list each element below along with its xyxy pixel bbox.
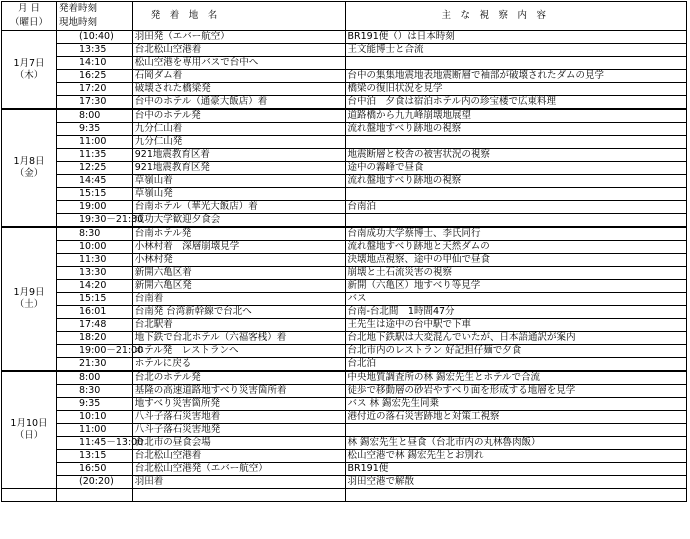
time-cell: 14:20 <box>57 280 133 293</box>
time-cell: 13:30 <box>57 267 133 280</box>
table-row <box>2 358 687 372</box>
note-cell: バス <box>345 293 687 306</box>
note-cell: 台北泊 <box>345 358 687 372</box>
table-row <box>2 136 687 149</box>
place-cell: 八斗子落石災害地着 <box>132 411 345 424</box>
header-row <box>2 2 687 17</box>
day-weekday: （木） <box>14 69 44 81</box>
table-row <box>2 476 687 489</box>
time-cell: 11:30 <box>57 254 133 267</box>
table-row <box>2 83 687 96</box>
place-cell: 台南着 <box>132 293 345 306</box>
note-cell: 港付近の落石災害跡地と対策工視察 <box>345 411 687 424</box>
note-cell <box>345 57 687 70</box>
header-place: 発 着 地 名 <box>132 2 345 31</box>
day-date: 1月7日 <box>13 57 45 69</box>
note-cell: 中央地質調査所の林 錫宏先生とホテルで合流 <box>345 371 687 385</box>
table-row <box>2 450 687 463</box>
place-cell: ホテル発 レストランへ <box>132 345 345 358</box>
time-cell: (20:20) <box>57 476 133 489</box>
place-cell: 成功大学歓迎夕食会 <box>132 214 345 228</box>
note-cell: 林 錫宏先生と昼食（台北市内の丸林魯肉飯） <box>345 437 687 450</box>
place-cell: 台中のホテル（通豪大飯店）着 <box>132 96 345 110</box>
day-cell <box>2 109 57 227</box>
time-cell: 17:20 <box>57 83 133 96</box>
note-cell: 台南-台北間 1時間47分 <box>345 306 687 319</box>
table-row <box>2 241 687 254</box>
time-cell: 16:01 <box>57 306 133 319</box>
place-cell: 地すべり災害箇所発 <box>132 398 345 411</box>
note-cell: 流れ盤地すべり跡地の視察 <box>345 123 687 136</box>
place-cell: 八斗子落石災害地発 <box>132 424 345 437</box>
table-row <box>2 123 687 136</box>
day-date: 1月8日 <box>13 156 45 167</box>
table-row <box>2 319 687 332</box>
place-cell: 921地震教育区発 <box>132 162 345 175</box>
itinerary-table <box>1 1 687 502</box>
place-cell: 新開六亀区発 <box>132 280 345 293</box>
time-cell: 17:30 <box>57 96 133 110</box>
day-cell <box>2 31 57 110</box>
note-cell: 台南成功大学蔡博士、李氏同行 <box>345 227 687 241</box>
time-cell: 16:50 <box>57 463 133 476</box>
place-cell: 小林村着 深層崩壊見学 <box>132 241 345 254</box>
header-localtime: 現地時刻 <box>57 16 133 31</box>
note-cell: BR191便（）は日本時刻 <box>345 31 687 44</box>
blank-cell <box>345 489 687 502</box>
note-cell: 台中泊 夕食は宿泊ホテル内の珍宝楼で広東料理 <box>345 96 687 110</box>
table-row <box>2 31 687 44</box>
place-cell: 小林村発 <box>132 254 345 267</box>
time-cell: 10:10 <box>57 411 133 424</box>
table-row <box>2 254 687 267</box>
table-row <box>2 57 687 70</box>
place-cell: 921地震教育区着 <box>132 149 345 162</box>
time-cell: 8:30 <box>57 227 133 241</box>
table-row <box>2 149 687 162</box>
place-cell: 台北のホテル発 <box>132 371 345 385</box>
note-cell: バス 林 錫宏先生同乗 <box>345 398 687 411</box>
time-cell: 13:15 <box>57 450 133 463</box>
place-cell: 九分仁山発 <box>132 136 345 149</box>
time-cell: 19:00－21:00 <box>57 345 133 358</box>
place-cell: ホテルに戻る <box>132 358 345 372</box>
time-cell: 11:00 <box>57 136 133 149</box>
table-row <box>2 424 687 437</box>
place-cell: 草嶺山発 <box>132 188 345 201</box>
note-cell: 新開（六亀区）地すべり等見学 <box>345 280 687 293</box>
day-date: 1月9日 <box>13 287 45 298</box>
table-row <box>2 437 687 450</box>
place-cell: 台北松山空港着 <box>132 450 345 463</box>
time-cell: 21:30 <box>57 358 133 372</box>
place-cell: 台南ホテル発 <box>132 227 345 241</box>
place-cell: 草嶺山着 <box>132 175 345 188</box>
note-cell <box>345 214 687 228</box>
place-cell: 松山空港を専用バスで台中へ <box>132 57 345 70</box>
time-cell: 15:15 <box>57 188 133 201</box>
table-row <box>2 345 687 358</box>
day-weekday: （日） <box>14 430 44 441</box>
time-cell: 11:35 <box>57 149 133 162</box>
place-cell: 台北市の昼食会場 <box>132 437 345 450</box>
table-row <box>2 293 687 306</box>
blank-cell <box>132 489 345 502</box>
table-row <box>2 188 687 201</box>
time-cell: 13:35 <box>57 44 133 57</box>
place-cell: 台北駅着 <box>132 319 345 332</box>
time-cell: 14:45 <box>57 175 133 188</box>
day-date: 1月10日 <box>10 418 48 429</box>
note-cell: 崩壊と土石流災害の視察 <box>345 267 687 280</box>
place-cell: 台南発 台湾新幹線で台北へ <box>132 306 345 319</box>
table-row <box>2 227 687 241</box>
place-cell: 地下鉄で台北ホテル（六福客桟）着 <box>132 332 345 345</box>
note-cell: 道路橋から九九峰崩壊地展望 <box>345 109 687 123</box>
time-cell: 14:10 <box>57 57 133 70</box>
table-row <box>2 70 687 83</box>
note-cell: 台北地下鉄駅は大変混んでいたが、日本語通訳が案内 <box>345 332 687 345</box>
place-cell: 台北松山空港着 <box>132 44 345 57</box>
table-row <box>2 398 687 411</box>
time-cell: 9:35 <box>57 123 133 136</box>
table-row <box>2 214 687 228</box>
day-cell <box>2 371 57 489</box>
time-cell: 15:15 <box>57 293 133 306</box>
table-row <box>2 175 687 188</box>
place-cell: 新開六亀区着 <box>132 267 345 280</box>
note-cell: 流れ盤地すべり跡地と天然ダムの <box>345 241 687 254</box>
table-row <box>2 411 687 424</box>
blank-cell <box>2 489 57 502</box>
place-cell: 破壊された橋梁発 <box>132 83 345 96</box>
time-cell: 19:30－21:30 <box>57 214 133 228</box>
note-cell <box>345 424 687 437</box>
time-cell: 8:00 <box>57 371 133 385</box>
time-cell: 8:00 <box>57 109 133 123</box>
time-cell: 18:20 <box>57 332 133 345</box>
note-cell: 王先生は途中の台中駅で下車 <box>345 319 687 332</box>
table-row <box>2 201 687 214</box>
place-cell: 九分仁山着 <box>132 123 345 136</box>
place-cell: 羽田着 <box>132 476 345 489</box>
table-row <box>2 332 687 345</box>
table-row <box>2 306 687 319</box>
table-row <box>2 96 687 110</box>
table-row <box>2 44 687 57</box>
note-cell: 地震断層と校舎の被害状況の視察 <box>345 149 687 162</box>
note-cell: 台南泊 <box>345 201 687 214</box>
table-row <box>2 280 687 293</box>
note-cell: 途中の霧峰で昼食 <box>345 162 687 175</box>
blank-row <box>2 489 687 502</box>
day-weekday: （土） <box>14 299 44 310</box>
note-cell: 台中の集集地震地表地震断層で袖部が破壊されたダムの見学 <box>345 70 687 83</box>
note-cell: 王文能博士と合流 <box>345 44 687 57</box>
blank-cell <box>57 489 133 502</box>
note-cell: 羽田空港で解散 <box>345 476 687 489</box>
note-cell: 徒歩で移動層の砂岩やすべり面を形成する地層を見学 <box>345 385 687 398</box>
note-cell: 台北市内のレストラン 好記担仔麺で夕食 <box>345 345 687 358</box>
place-cell: 基隆の高速道路地すべり災害箇所着 <box>132 385 345 398</box>
place-cell: 石岡ダム着 <box>132 70 345 83</box>
note-cell: 流れ盤地すべり跡地の視察 <box>345 175 687 188</box>
time-cell: 19:00 <box>57 201 133 214</box>
time-cell: 11:00 <box>57 424 133 437</box>
note-cell: 松山空港で林 錫宏先生とお別れ <box>345 450 687 463</box>
place-cell: 台中のホテル発 <box>132 109 345 123</box>
table-row <box>2 109 687 123</box>
time-cell: 11:45－13:00 <box>57 437 133 450</box>
note-cell <box>345 136 687 149</box>
time-cell: (10:40) <box>57 31 133 44</box>
table-row <box>2 162 687 175</box>
note-cell: 橋梁の復旧状況を見学 <box>345 83 687 96</box>
time-cell: 17:48 <box>57 319 133 332</box>
header-time: 発着時刻 <box>57 2 133 17</box>
header-date: 月 日 <box>2 2 57 17</box>
place-cell: 羽田発（エバー航空） <box>132 31 345 44</box>
note-cell <box>345 188 687 201</box>
time-cell: 16:25 <box>57 70 133 83</box>
time-cell: 8:30 <box>57 385 133 398</box>
header-content: 主 な 視 察 内 容 <box>345 2 687 31</box>
place-cell: 台北松山空港発（エバー航空） <box>132 463 345 476</box>
time-cell: 9:35 <box>57 398 133 411</box>
table-row <box>2 463 687 476</box>
day-cell <box>2 227 57 371</box>
note-cell: BR191便 <box>345 463 687 476</box>
place-cell: 台南ホテル（華光大飯店）着 <box>132 201 345 214</box>
day-weekday: （金） <box>14 168 44 179</box>
note-cell: 決壊地点視察、途中の甲仙で昼食 <box>345 254 687 267</box>
header-weekday: （曜日） <box>2 16 57 31</box>
time-cell: 10:00 <box>57 241 133 254</box>
time-cell: 12:25 <box>57 162 133 175</box>
table-row <box>2 371 687 385</box>
table-row <box>2 267 687 280</box>
table-row <box>2 385 687 398</box>
